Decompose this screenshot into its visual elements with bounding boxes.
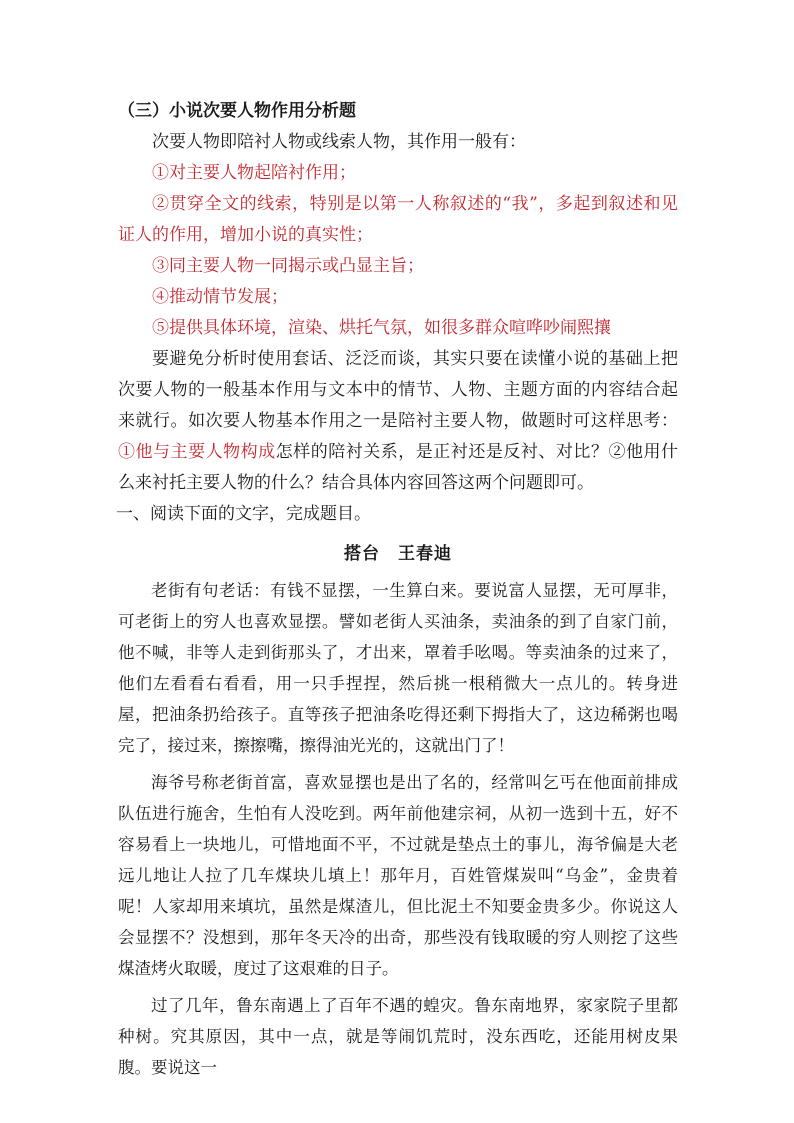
section-heading: （三）小说次要人物作用分析题 — [118, 101, 356, 121]
analysis-advice — [118, 344, 678, 499]
story-title — [118, 538, 678, 571]
story-paragraph-1: 老街有句老话：有钱不显摆，一生算白来。要说富人显摆，无可厚非，可老街上的穷人也喜欢显摆。譬如老街人买油条，卖油条的到了自家门前，他不喊，非等人走到街那头了，才出来，罩着手吆喝。等卖油条的过来了，他们左看看右看看，用一只手捏捏，然后挑一根稍微大一点儿的。转身进屋，把油条扔给孩子。直等孩子把油条吃得还剩下拇指大了，这边稀粥也喝完了，接过来，擦擦嘴，擦得油光光的，这就出门了！ — [118, 581, 678, 755]
section-intro: 次要人物即陪衬人物或线索人物，其作用一般有： — [152, 132, 526, 152]
document-page — [118, 96, 678, 1083]
story-paragraph-3: 过了几年，鲁东南遇上了百年不遇的蝗灾。鲁东南地界，家家院子里都种树。究其原因，其中一点，就是等闹饥荒时，没东西吃，还能用树皮果腹。要说这一 — [118, 996, 678, 1077]
role-item-5: ⑤提供具体环境，渲染、烘托气氛，如很多群众喧哗吵闹熙攘 — [152, 318, 611, 338]
advice-text-1: 要避免分析时使用套话、泛泛而谈，其实只要在读懂小说的基础上把次要人物的一般基本作用与文本中的情节、人物、主题方面的内容结合起来就行。如次要人物基本作用之一是陪衬主要人物，做题时可这样思考： — [118, 349, 678, 431]
role-item-2-text: ②贯穿全文的线索，特别是以第一人称叙述的“我”，多起到叙述和见证人的作用，增加小说的真实性； — [118, 194, 678, 245]
role-item-1: ①对主要人物起陪衬作用； — [152, 163, 356, 183]
story-author: 王春迪 — [398, 544, 452, 564]
advice-text-2: 怎样的陪衬关系，是正衬还是反衬、对比？②他用什么来衬托主要人物的什么？结合具体内容回答这两个问题即可。 — [118, 442, 679, 493]
story-paragraph-2: 海爷号称老街首富，喜欢显摆也是出了名的，经常叫乞丐在他面前排成队伍进行施舍，生怕有人没吃到。两年前他建宗祠，从初一选到十五，好不容易看上一块地儿，可惜地面不平，不过就是垫点土的事儿，海爷偏是大老远儿地让人拉了几车煤块儿填上！那年月，百姓管煤炭叫“乌金”，金贵着呢！人家却用来填坑，虽然是煤渣儿，但比泥土不知要金贵多少。你说这人会显摆不？没想到，那年冬天冷的出奇，那些没有钱取暖的穷人则挖了这些煤渣烤火取暖，度过了这艰难的日子。 — [118, 773, 678, 978]
story-title-text: 搭台 — [344, 544, 380, 564]
exercise-instruction: 一、阅读下面的文字，完成题目。 — [116, 504, 371, 524]
role-item-3: ③同主要人物一同揭示或凸显主旨； — [152, 256, 424, 276]
advice-highlight: ①他与主要人物构成 — [118, 442, 276, 462]
role-item-4: ④推动情节发展； — [152, 287, 288, 307]
role-item-2 — [118, 189, 678, 251]
